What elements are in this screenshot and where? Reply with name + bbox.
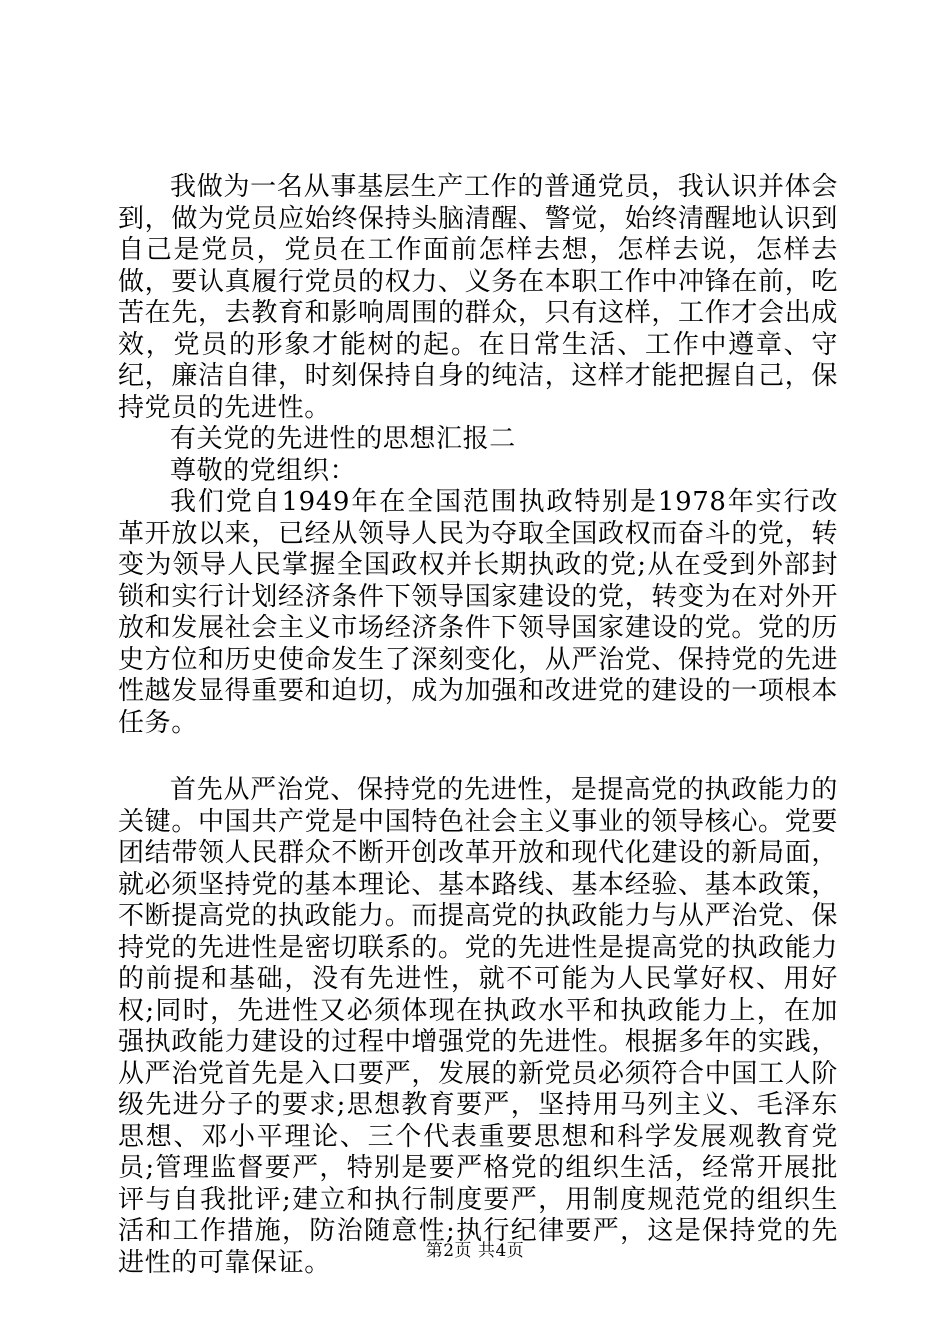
section-title: 有关党的先进性的思想汇报二 <box>170 424 516 454</box>
paragraph-party-member-reflection: 我做为一名从事基层生产工作的普通党员，我认识并体会到，做为党员应始终保持头脑清醒、警觉，始终清醒地认识到自己是党员，党员在工作面前怎样去想，怎样去说，怎样去做，要认真履行党员的权力、义务在本职工作中冲锋在前，吃苦在先，去教育和影响周围的群众，只有这样，工作才会出成效，党员的形象才能树的起。在日常生活、工作中遵章、守纪，廉洁自律，时刻保持自身的纯洁，这样才能把握自己，保持党员的先进性。 <box>118 172 838 423</box>
paragraph-party-history: 我们党自1949年在全国范围执政特别是1978年实行改革开放以来，已经从领导人民为夺取全国政权而奋斗的党，转变为领导人民掌握全国政权并长期执政的党;从在受到外部封锁和实行计划经济条件下领导国家建设的党，转变为在对外开放和发展社会主义市场经济条件下领导国家建设的党。党的历史方位和历史使命发生了深刻变化，从严治党、保持党的先进性越发显得重要和迫切，成为加强和改进党的建设的一项根本任务。 <box>118 487 838 738</box>
document-body <box>118 172 838 1279</box>
salutation: 尊敬的党组织： <box>170 455 357 486</box>
page-number-footer: 第2页 共4页 <box>425 1241 525 1261</box>
paragraph-gap <box>118 739 838 775</box>
paragraph-strict-governance: 首先从严治党、保持党的先进性，是提高党的执政能力的关键。中国共产党是中国特色社会主义事业的领导核心。党要团结带领人民群众不断开创改革开放和现代化建设的新局面，就必须坚持党的基本理论、基本路线、基本经验、基本政策，不断提高党的执政能力。而提高党的执政能力与从严治党、保持党的先进性是密切联系的。党的先进性是提高党的执政能力的前提和基础，没有先进性，就不可能为人民掌好权、用好权;同时，先进性又必须体现在执政水平和执政能力上，在加强执政能力建设的过程中增强党的先进性。根据多年的实践，从严治党首先是入口要严，发展的新党员必须符合中国工人阶级先进分子的要求;思想教育要严，坚持用马列主义、毛泽东思想、邓小平理论、三个代表重要思想和科学发展观教育党员;管理监督要严，特别是要严格党的组织生活，经常开展批评与自我批评;建立和执行制度要严，用制度规范党的组织生活和工作措施，防治随意性;执行纪律要严，这是保持党的先进性的可靠保证。 <box>118 775 838 1278</box>
